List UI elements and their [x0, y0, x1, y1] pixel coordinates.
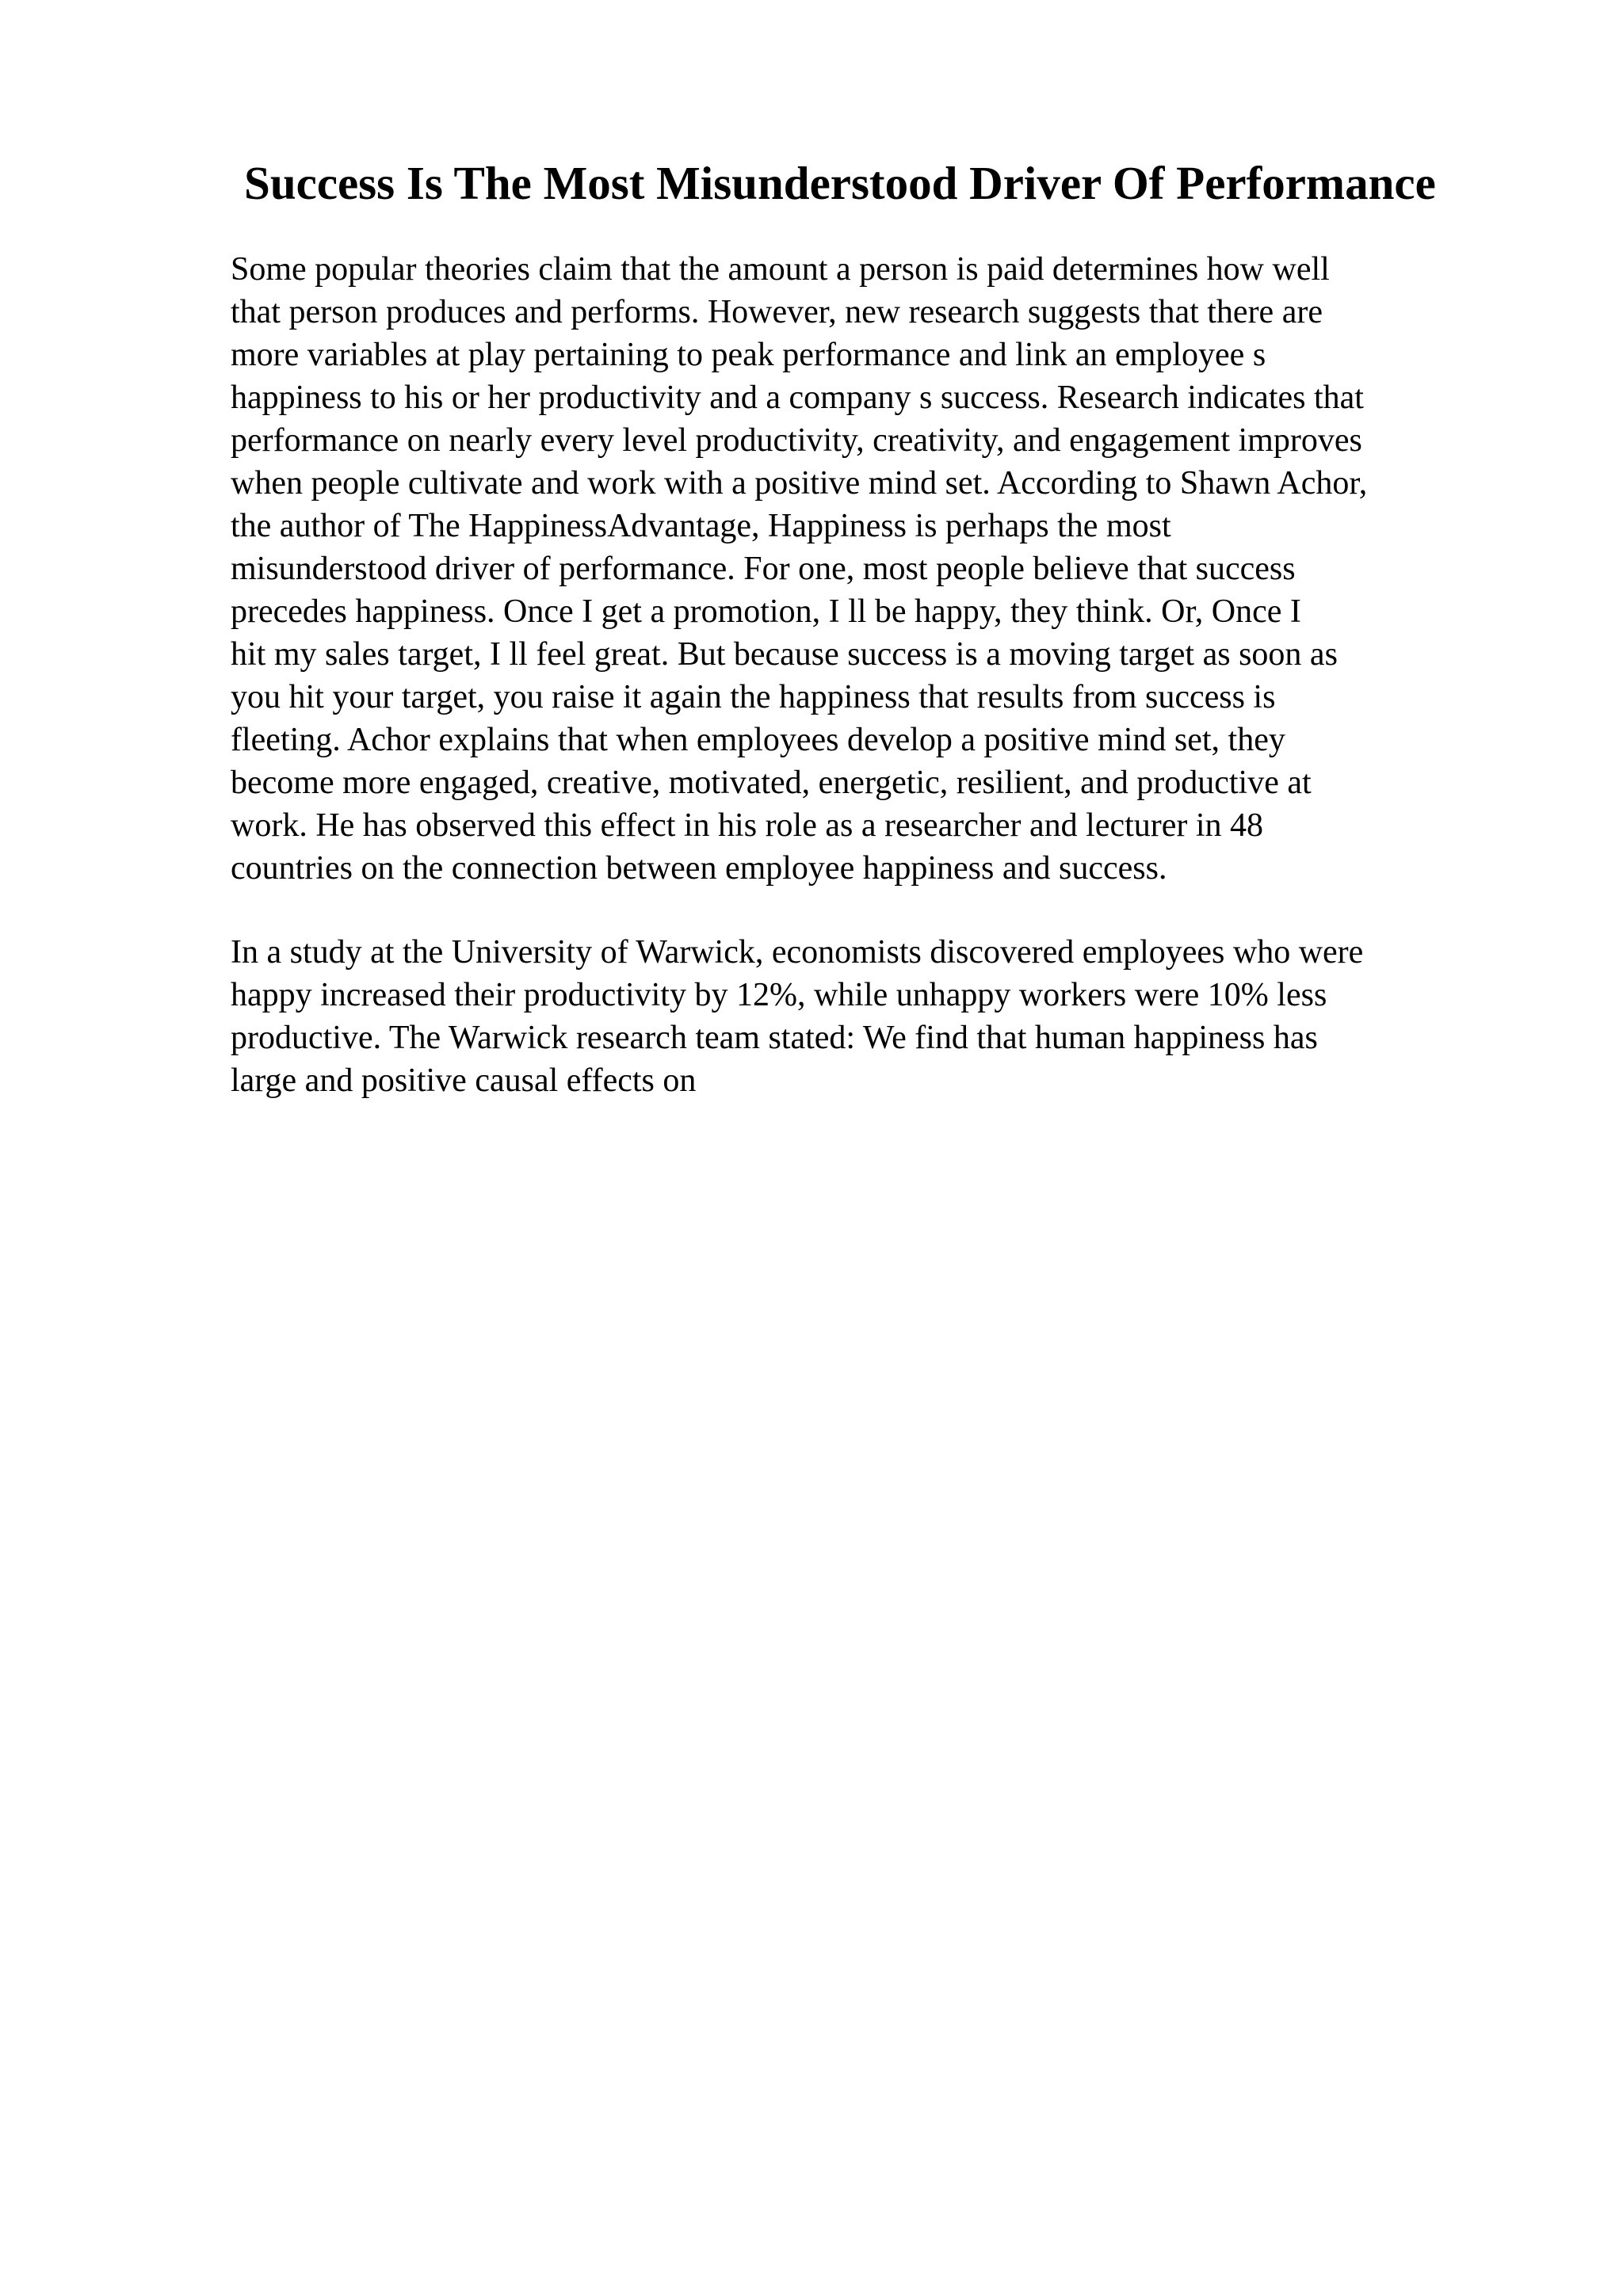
- paragraph-line: fleeting. Achor explains that when employees develop a positive mind set, they: [231, 722, 1285, 758]
- paragraph-2: [231, 931, 1530, 1102]
- paragraph-line: large and positive causal effects on: [231, 1062, 697, 1099]
- document-title: Success Is The Most Misunderstood Driver Of Performance: [244, 157, 1436, 209]
- paragraph-1: [231, 248, 1530, 890]
- paragraph-line: when people cultivate and work with a positive mind set. According to Shawn Achor,: [231, 465, 1368, 502]
- paragraph-line: more variables at play pertaining to peak performance and link an employee s: [231, 337, 1266, 373]
- paragraph-line: that person produces and performs. However, new research suggests that there are: [231, 294, 1323, 330]
- paragraph-line: In a study at the University of Warwick, economists discovered employees who were: [231, 934, 1364, 971]
- paragraph-line: happiness to his or her productivity and a company s success. Research indicates that: [231, 379, 1364, 416]
- paragraph-line: work. He has observed this effect in his role as a researcher and lecturer in 48: [231, 807, 1264, 844]
- paragraph-line: performance on nearly every level productivity, creativity, and engagement improves: [231, 422, 1362, 459]
- paragraph-line: become more engaged, creative, motivated, energetic, resilient, and productive at: [231, 765, 1312, 801]
- paragraph-line: you hit your target, you raise it again the happiness that results from success is: [231, 679, 1276, 715]
- paragraph-line: precedes happiness. Once I get a promotion, I ll be happy, they think. Or, Once I: [231, 593, 1301, 630]
- paragraph-line: productive. The Warwick research team stated: We find that human happiness has: [231, 1020, 1318, 1056]
- paragraph-line: Some popular theories claim that the amount a person is paid determines how well: [231, 251, 1330, 288]
- paragraph-line: happy increased their productivity by 12%, while unhappy workers were 10% less: [231, 977, 1327, 1013]
- paragraph-line: countries on the connection between employee happiness and success.: [231, 850, 1167, 887]
- paragraph-line: hit my sales target, I ll feel great. But because success is a moving target as soon as: [231, 636, 1338, 673]
- paragraph-line: misunderstood driver of performance. For one, most people believe that success: [231, 551, 1296, 587]
- paragraph-line: the author of The HappinessAdvantage, Happiness is perhaps the most: [231, 508, 1171, 544]
